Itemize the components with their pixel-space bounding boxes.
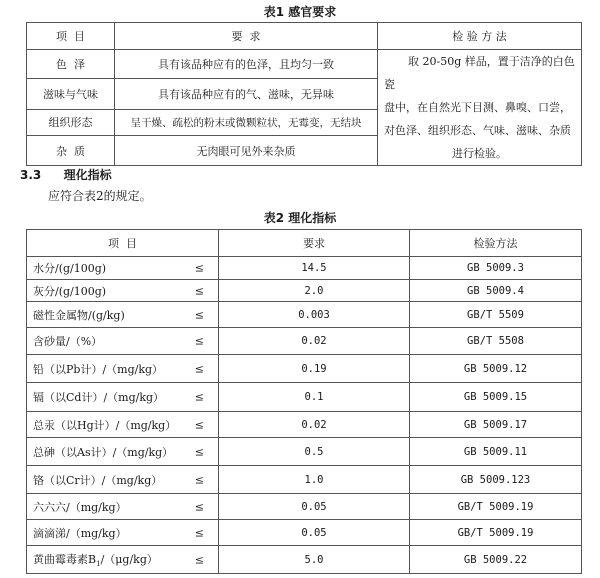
less-equal-symbol: ≤ bbox=[194, 362, 204, 375]
test-method: GB 5009.123 bbox=[410, 466, 582, 494]
method-line: 进行检验。 bbox=[452, 147, 507, 160]
less-equal-symbol: ≤ bbox=[194, 526, 204, 539]
test-method: GB/T 5009.19 bbox=[410, 520, 582, 546]
table1-header-item: 项 目 bbox=[27, 23, 115, 50]
table1-method-cell bbox=[378, 50, 582, 166]
test-method: GB/T 5009.19 bbox=[410, 494, 582, 520]
table-row bbox=[27, 50, 582, 79]
item-label: 水分/(g/100g) bbox=[33, 262, 107, 275]
limit-value: 0.05 bbox=[219, 494, 410, 520]
item-label: 磁性金属物/(g/kg) bbox=[33, 308, 125, 322]
table1-item: 杂 质 bbox=[27, 136, 115, 166]
table1-caption: 表1 感官要求 bbox=[263, 5, 337, 19]
less-equal-symbol: ≤ bbox=[194, 500, 204, 513]
item-label: 灰分/(g/100g) bbox=[33, 284, 107, 298]
test-method: GB 5009.17 bbox=[410, 412, 582, 438]
item-label: 总汞（以Hg计）/（mg/kg） bbox=[33, 418, 177, 432]
limit-value: 0.02 bbox=[219, 412, 410, 438]
method-line: 盘中，在自然光下目测、鼻嗅、口尝， bbox=[384, 101, 571, 114]
item-label: 镉（以Cd计）/（mg/kg） bbox=[33, 391, 165, 404]
table2-caption: 表2 理化指标 bbox=[263, 211, 337, 225]
test-method: GB 5009.3 bbox=[410, 257, 582, 280]
table2-header-row bbox=[27, 230, 582, 257]
table2-header-method: 检验方法 bbox=[410, 230, 582, 257]
limit-value: 2.0 bbox=[219, 280, 410, 302]
less-equal-symbol: ≤ bbox=[194, 418, 204, 431]
table1-item: 色 泽 bbox=[27, 50, 115, 79]
table-row bbox=[27, 302, 582, 328]
sensory-requirements-table bbox=[26, 22, 582, 166]
item-subscript: 1 bbox=[96, 560, 101, 569]
less-equal-symbol: ≤ bbox=[194, 261, 204, 275]
test-method: GB 5009.12 bbox=[410, 355, 582, 383]
table1-header-method: 检 验 方 法 bbox=[378, 23, 582, 50]
table-row bbox=[27, 257, 582, 280]
less-equal-symbol: ≤ bbox=[194, 390, 204, 404]
less-equal-symbol: ≤ bbox=[194, 445, 204, 458]
item-label: 六六六/（mg/kg） bbox=[33, 500, 127, 514]
less-equal-symbol: ≤ bbox=[194, 284, 204, 297]
section-title: 理化指标 bbox=[63, 168, 112, 182]
table1-header-requirement: 要 求 bbox=[115, 23, 378, 50]
limit-value: 14.5 bbox=[219, 257, 410, 280]
item-label: 铅（以Pb计）/（mg/kg） bbox=[33, 362, 164, 376]
limit-value: 0.02 bbox=[219, 328, 410, 355]
table1-requirement: 具有该品种应有的气、滋味，无异味 bbox=[115, 78, 378, 109]
table1-item: 组织形态 bbox=[27, 109, 115, 136]
less-equal-symbol: ≤ bbox=[194, 553, 204, 566]
less-equal-symbol: ≤ bbox=[194, 334, 204, 348]
test-method: GB 5009.22 bbox=[410, 546, 582, 574]
table-row bbox=[27, 466, 582, 494]
section-number: 3.3 bbox=[20, 168, 42, 182]
table-row bbox=[27, 355, 582, 383]
table-row bbox=[27, 412, 582, 438]
table-row bbox=[27, 520, 582, 546]
test-method: GB 5009.15 bbox=[410, 383, 582, 412]
test-method: GB 5009.4 bbox=[410, 280, 582, 302]
item-label: 含砂量/（%） bbox=[33, 335, 103, 348]
item-label: 滴滴涕/（mg/kg） bbox=[33, 526, 127, 540]
test-method: GB/T 5508 bbox=[410, 328, 582, 355]
test-method: GB/T 5509 bbox=[410, 302, 582, 328]
table2-header-requirement: 要求 bbox=[219, 230, 410, 257]
table1-requirement: 呈干燥、疏松的粉末或微颗粒状，无霉变，无结块 bbox=[115, 109, 378, 136]
table-row bbox=[27, 328, 582, 355]
limit-value: 1.0 bbox=[219, 466, 410, 494]
limit-value: 0.003 bbox=[219, 302, 410, 328]
item-unit: /（μg/kg） bbox=[100, 552, 158, 566]
limit-value: 0.05 bbox=[219, 520, 410, 546]
table1-item: 滋味与气味 bbox=[27, 78, 115, 109]
limit-value: 5.0 bbox=[219, 546, 410, 574]
less-equal-symbol: ≤ bbox=[194, 473, 204, 486]
method-line: 取 20-50g 样品，置于洁净的白色瓷 bbox=[384, 55, 575, 91]
table1-requirement: 具有该品种应有的色泽，且均匀一致 bbox=[115, 50, 378, 79]
item-label: 黄曲霉毒素B bbox=[33, 552, 97, 566]
table1-requirement: 无肉眼可见外来杂质 bbox=[115, 136, 378, 166]
item-label: 总砷（以As计）/（mg/kg） bbox=[33, 445, 174, 459]
item-label: 铬（以Cr计）/（mg/kg） bbox=[33, 473, 163, 487]
less-equal-symbol: ≤ bbox=[194, 308, 204, 321]
table2-header-item: 项 目 bbox=[27, 230, 219, 257]
table-row bbox=[27, 383, 582, 412]
table-row bbox=[27, 546, 582, 574]
physicochemical-table bbox=[26, 229, 582, 574]
method-line: 对色泽、组织形态、气味、滋味、杂质 bbox=[384, 124, 571, 137]
section-paragraph: 应符合表2的规定。 bbox=[48, 189, 152, 203]
limit-value: 0.5 bbox=[219, 438, 410, 466]
limit-value: 0.19 bbox=[219, 355, 410, 383]
table-row bbox=[27, 280, 582, 302]
table-row bbox=[27, 494, 582, 520]
table-row bbox=[27, 438, 582, 466]
table1-header-row bbox=[27, 23, 582, 50]
test-method: GB 5009.11 bbox=[410, 438, 582, 466]
section-heading bbox=[20, 166, 112, 183]
limit-value: 0.1 bbox=[219, 383, 410, 412]
